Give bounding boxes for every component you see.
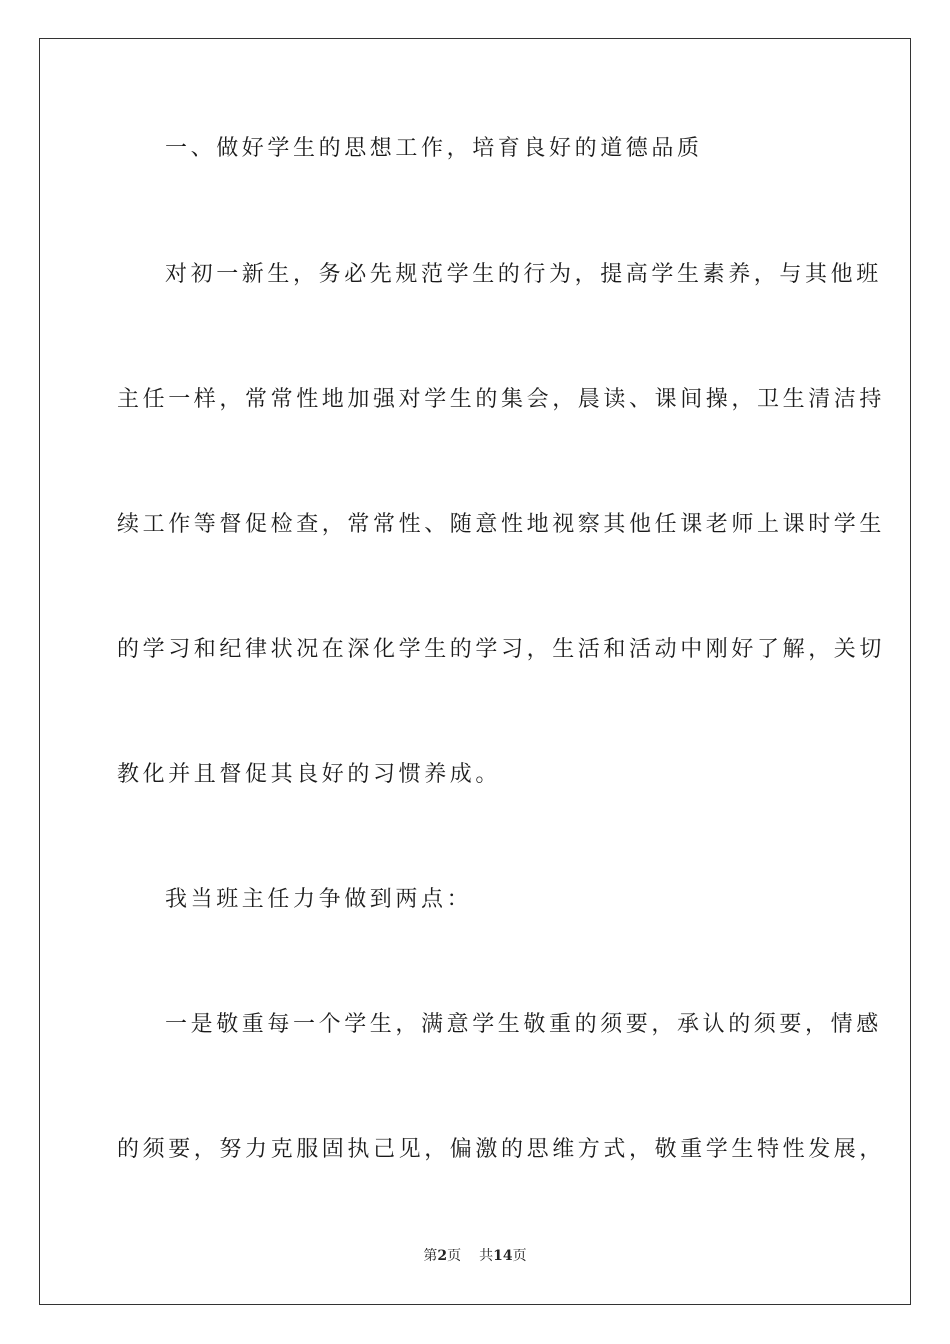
footer-total-prefix: 共 [479,1248,494,1264]
page-frame [39,38,911,1305]
paragraph-line: 对初一新生，务必先规范学生的行为，提高学生素养，与其他班 [165,262,882,287]
paragraph-line: 我当班主任力争做到两点： [165,887,473,912]
paragraph-line: 主任一样，常常性地加强对学生的集会，晨读、课间操，卫生清洁持 [117,387,886,412]
paragraph-line: 的须要，努力克服固执己见，偏激的思维方式，敬重学生特性发展， [117,1137,886,1162]
section-heading: 一、做好学生的思想工作，培育良好的道德品质 [165,136,703,161]
footer-page-suffix: 页 [447,1248,462,1264]
paragraph-line: 的学习和纪律状况在深化学生的学习，生活和活动中刚好了解，关切 [117,637,886,662]
footer-page-prefix: 第 [423,1248,438,1264]
paragraph-line: 续工作等督促检查，常常性、随意性地视察其他任课老师上课时学生 [117,512,886,537]
footer-page-number: 2 [437,1248,448,1264]
footer-total-pages: 14 [493,1248,513,1264]
footer-total-suffix: 页 [512,1248,527,1264]
paragraph-line: 教化并且督促其良好的习惯养成。 [117,762,502,787]
page-footer [0,1246,950,1266]
paragraph-line: 一是敬重每一个学生，满意学生敬重的须要，承认的须要，情感 [165,1012,882,1037]
